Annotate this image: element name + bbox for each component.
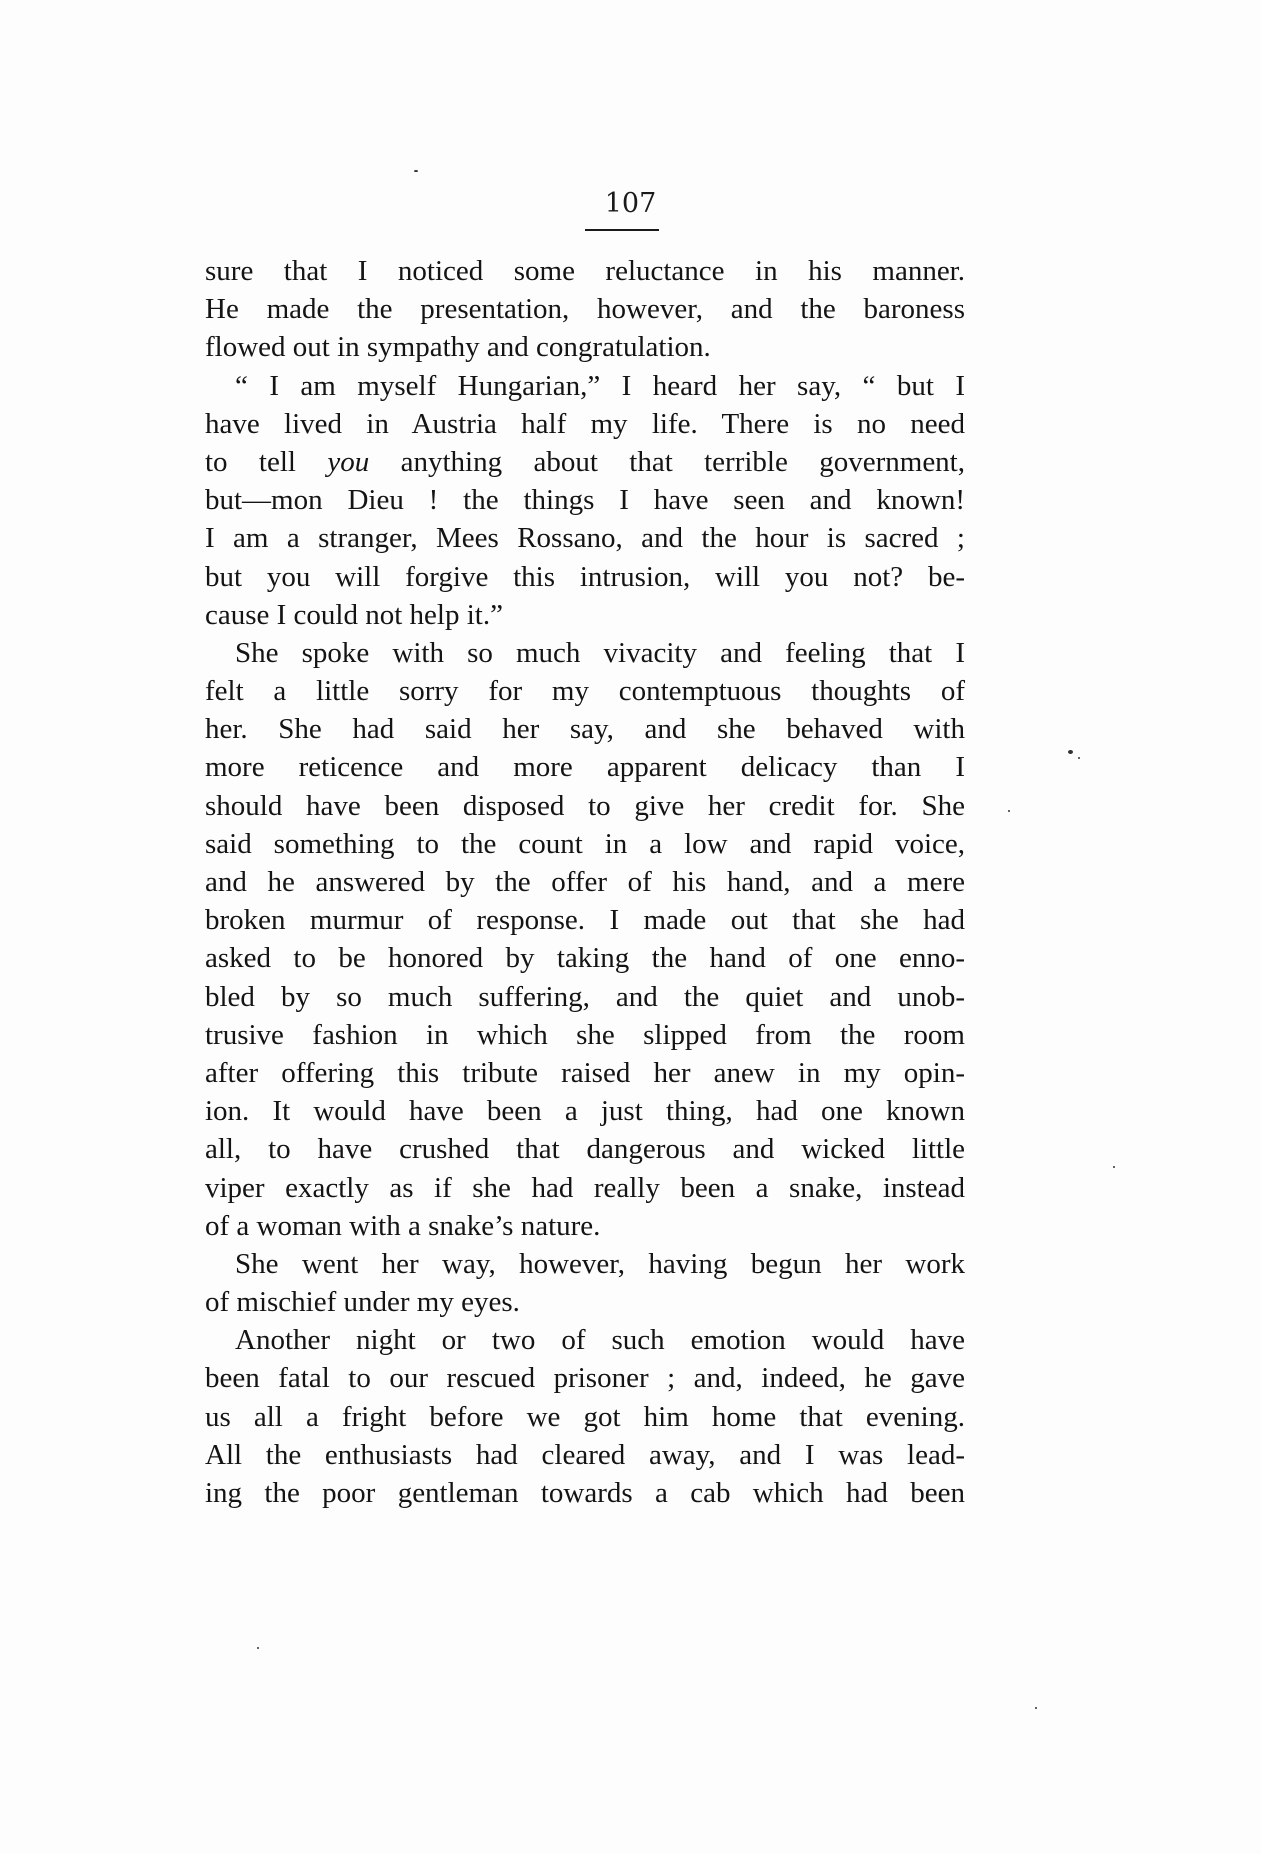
text-line: her. She had said her say, and she behaved with — [205, 713, 965, 746]
text-line: and he answered by the offer of his hand, and a mere — [205, 866, 965, 898]
text-line: of a woman with a snake’s nature. — [205, 1209, 601, 1242]
text-line: but—mon Dieu ! the things I have seen and known! — [205, 484, 965, 517]
text-line: She spoke with so much vivacity and feeling that I — [235, 636, 965, 669]
text-line: all, to have crushed that dangerous and wicked little — [205, 1133, 965, 1166]
text-line: broken murmur of response. I made out that she had — [205, 904, 965, 937]
scan-speck — [1068, 750, 1073, 754]
text-line: cause I could not help it.” — [205, 598, 503, 631]
text-line: felt a little sorry for my contemptuous thoughts of — [205, 675, 965, 708]
paragraph-2 — [205, 367, 965, 634]
text-line: sure that I noticed some reluctance in his manner. — [205, 255, 965, 287]
scan-speck — [1113, 1166, 1115, 1168]
text-line: “ I am myself Hungarian,” I heard her say, “ but I — [235, 369, 965, 402]
paragraph-1 — [205, 252, 965, 367]
text-line: She went her way, however, having begun her work — [235, 1247, 965, 1280]
text-line: of mischief under my eyes. — [205, 1286, 520, 1319]
text-line: Another night or two of such emotion would have — [235, 1324, 965, 1357]
text-line: asked to be honored by taking the hand of one enno- — [205, 942, 965, 975]
text-line: trusive fashion in which she slipped from the room — [205, 1018, 965, 1051]
text-line: flowed out in sympathy and congratulation. — [205, 331, 711, 364]
text-line: He made the presentation, however, and the baroness — [205, 293, 965, 326]
text-line: should have been disposed to give her credit for. She — [205, 789, 965, 822]
scan-speck — [1008, 810, 1010, 812]
scan-speck — [1035, 1707, 1037, 1709]
text-line: said something to the count in a low and rapid voice, — [205, 827, 965, 860]
text-line: I am a stranger, Mees Rossano, and the hour is sacred ; — [205, 522, 965, 555]
body-text — [205, 252, 965, 1512]
emphasis-you: you — [327, 445, 370, 478]
text-line: All the enthusiasts had cleared away, and I was lead- — [205, 1438, 965, 1471]
text-line: more reticence and more apparent delicacy than I — [205, 751, 965, 784]
paragraph-3 — [205, 634, 965, 1245]
text-line: been fatal to our rescued prisoner ; and, indeed, he gave — [205, 1362, 965, 1395]
text-line-with-emphasis: to tell you anything about that terrible government, — [205, 445, 965, 478]
scan-speck — [1078, 757, 1080, 759]
text-line: ion. It would have been a just thing, had one known — [205, 1095, 965, 1128]
scan-speck — [257, 1647, 259, 1649]
text-line: after offering this tribute raised her anew in my opin- — [205, 1056, 965, 1089]
paragraph-4 — [205, 1245, 965, 1321]
page-number-rule — [585, 229, 659, 231]
text-line: bled by so much suffering, and the quiet and unob- — [205, 980, 965, 1013]
text-line: ing the poor gentleman towards a cab which had been — [205, 1477, 965, 1509]
paragraph-5 — [205, 1321, 965, 1512]
text-line: us all a fright before we got him home that evening. — [205, 1400, 965, 1433]
text-line: have lived in Austria half my life. There is no need — [205, 407, 965, 440]
scan-speck — [414, 170, 418, 172]
text-line: viper exactly as if she had really been a snake, instead — [205, 1171, 965, 1204]
text-line: but you will forgive this intrusion, will you not? be- — [205, 560, 965, 593]
page-number: 107 — [604, 188, 657, 219]
